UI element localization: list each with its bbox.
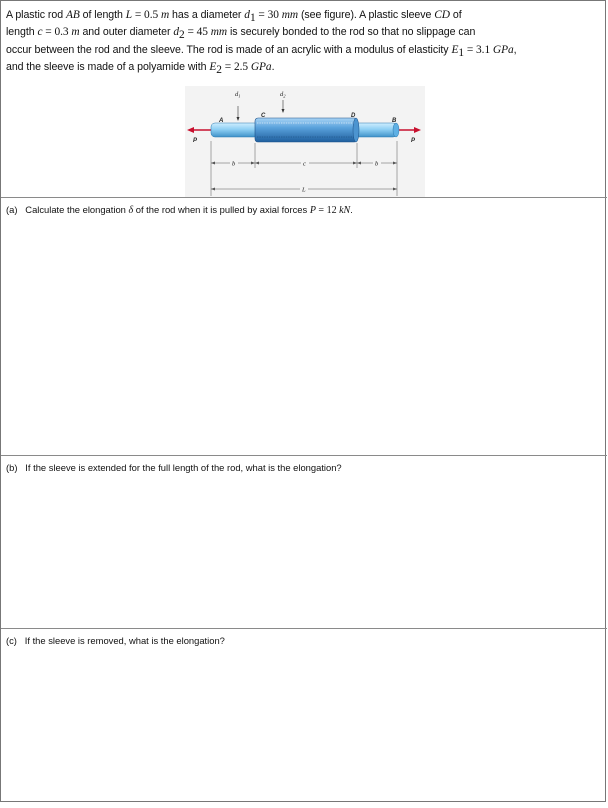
label-d: D: [351, 113, 356, 119]
question-b: (b) If the sleeve is extended for the full length of the rod, what is the elongation?: [6, 462, 342, 473]
problem-cell: [1, 1, 607, 198]
sleeve-end-d: [353, 118, 359, 142]
part-c-cell[interactable]: [1, 629, 607, 803]
problem-line-2: length c = 0.3 m and outer diameter $d_2 = 45$ mm is securely bonded to the rod so that no slippage can: [6, 26, 476, 42]
label-a: A: [219, 118, 224, 124]
label-c-dim: c: [303, 160, 306, 168]
label-d2: $d_2$: [280, 91, 286, 99]
rod-end-b: [393, 123, 399, 137]
problem-line-4: and the sleeve is made of a polyamide with $E_2 = 2.5$ GPa.: [6, 61, 275, 77]
label-c: C: [261, 113, 266, 119]
sleeve: [255, 118, 357, 142]
question-c: (c) If the sleeve is removed, what is the elongation?: [6, 635, 225, 646]
label-b-right: b: [375, 160, 379, 168]
label-l: L: [302, 186, 306, 194]
label-p-right: P: [411, 138, 416, 144]
label-p-left: P: [193, 138, 198, 144]
label-d1: $d_1$: [235, 91, 241, 99]
rod-sleeve-figure: [185, 86, 425, 197]
part-a-cell[interactable]: [1, 198, 607, 456]
label-b-left: b: [232, 160, 236, 168]
part-b-cell[interactable]: [1, 456, 607, 629]
problem-line-1: A plastic rod AB of length L = 0.5 m has a diameter $d_1 = 30$ mm (see figure). A plastic sleeve CD of: [6, 9, 462, 25]
problem-line-3: occur between the rod and the sleeve. The rod is made of an acrylic with a modulus of elasticity $E_1 = 3.1$ GPa,: [6, 43, 517, 59]
problem-statement: [6, 8, 602, 78]
label-b: B: [392, 118, 397, 124]
question-a: (a) Calculate the elongation δ of the rod when it is pulled by axial forces P = 12 kN.: [6, 204, 353, 216]
